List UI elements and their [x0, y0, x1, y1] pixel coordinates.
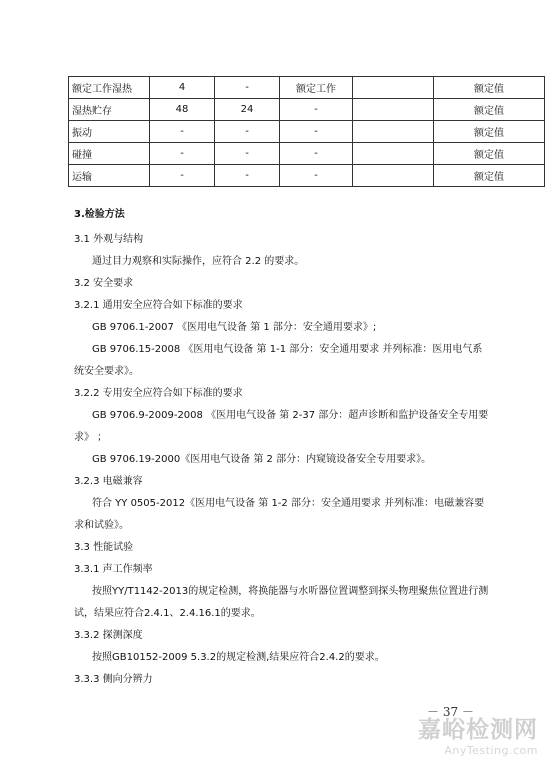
section-heading: 3.检验方法 [74, 209, 125, 220]
paragraph-line: 符合 YY 0505-2012《医用电气设备 第 1-2 部分：安全通用要求 并列标准：电磁兼容要 [92, 498, 485, 509]
table-cell: 碰撞 [69, 143, 150, 165]
subsection-heading: 3.3.2 探测深度 [74, 630, 143, 641]
paragraph-line: 按照GB10152-2009 5.3.2的规定检测,结果应符合2.4.2的要求。 [92, 652, 385, 663]
table-cell [353, 99, 434, 121]
subsection-heading: 3.3.3 侧向分辨力 [74, 674, 153, 685]
paragraph-line: 统安全要求》。 [74, 366, 139, 377]
table-cell: 额定工作 [280, 77, 353, 99]
table-cell: - [150, 121, 215, 143]
paragraph-line: 试，结果应符合2.4.1、2.4.16.1的要求。 [74, 608, 261, 619]
subsection-heading: 3.2.2 专用安全应符合如下标准的要求 [74, 388, 243, 399]
table-cell: 24 [215, 99, 280, 121]
table-cell: - [150, 143, 215, 165]
paragraph-line: 求和试验》。 [74, 520, 129, 531]
table-cell: - [280, 99, 353, 121]
table-cell: - [150, 165, 215, 187]
table-cell: 额定值 [434, 143, 545, 165]
table-cell [353, 165, 434, 187]
table-cell: 额定值 [434, 121, 545, 143]
table-cell: 额定值 [434, 99, 545, 121]
paragraph-line: 通过目力观察和实际操作，应符合 2.2 的要求。 [92, 256, 305, 267]
subsection-heading: 3.1 外观与结构 [74, 234, 144, 245]
table-cell: 4 [150, 77, 215, 99]
table-row [69, 99, 545, 121]
table-row [69, 121, 545, 143]
table-cell: - [215, 77, 280, 99]
watermark-text-cn: 嘉峪检测网 [418, 717, 538, 743]
table-cell: - [215, 165, 280, 187]
table-row [69, 165, 545, 187]
table-cell: 振动 [69, 121, 150, 143]
table-cell: - [280, 121, 353, 143]
environment-test-table [68, 76, 545, 187]
table-cell [353, 143, 434, 165]
subsection-heading: 3.3.1 声工作频率 [74, 564, 153, 575]
paragraph-line: 求》 ； [74, 432, 108, 443]
table-cell: 湿热贮存 [69, 99, 150, 121]
paragraph-line: GB 9706.1-2007 《医用电气设备 第 1 部分：安全通用要求》; [92, 322, 377, 333]
table-row [69, 143, 545, 165]
watermark-logo [418, 711, 538, 757]
table-cell [353, 77, 434, 99]
table-cell: 额定工作湿热 [69, 77, 150, 99]
table-cell: 额定值 [434, 77, 545, 99]
paragraph-line: GB 9706.19-2000《医用电气设备 第 2 部分：内窥镜设备安全专用要求》。 [92, 454, 432, 465]
table-cell: - [215, 143, 280, 165]
table-cell: 48 [150, 99, 215, 121]
table-cell: - [215, 121, 280, 143]
subsection-heading: 3.2 安全要求 [74, 278, 134, 289]
watermark-text-en: AnyTesting.com [444, 744, 538, 757]
table-cell: 运输 [69, 165, 150, 187]
table-cell: - [280, 143, 353, 165]
paragraph-line: GB 9706.9-2009-2008 《医用电气设备 第 2-37 部分：超声诊断和监护设备安全专用要 [92, 410, 489, 421]
subsection-heading: 3.3 性能试验 [74, 542, 134, 553]
table-cell [353, 121, 434, 143]
table-cell: 额定值 [434, 165, 545, 187]
table-cell: - [280, 165, 353, 187]
paragraph-line: 按照YY/T1142-2013的规定检测，将换能器与水听器位置调整到探头物理聚焦位置进行测 [92, 586, 489, 597]
paragraph-line: GB 9706.15-2008 《医用电气设备 第 1-1 部分：安全通用要求 并列标准：医用电气系 [92, 344, 483, 355]
subsection-heading: 3.2.1 通用安全应符合如下标准的要求 [74, 300, 243, 311]
table-row [69, 77, 545, 99]
subsection-heading: 3.2.3 电磁兼容 [74, 476, 143, 487]
page-number: － 37 － [427, 705, 474, 719]
